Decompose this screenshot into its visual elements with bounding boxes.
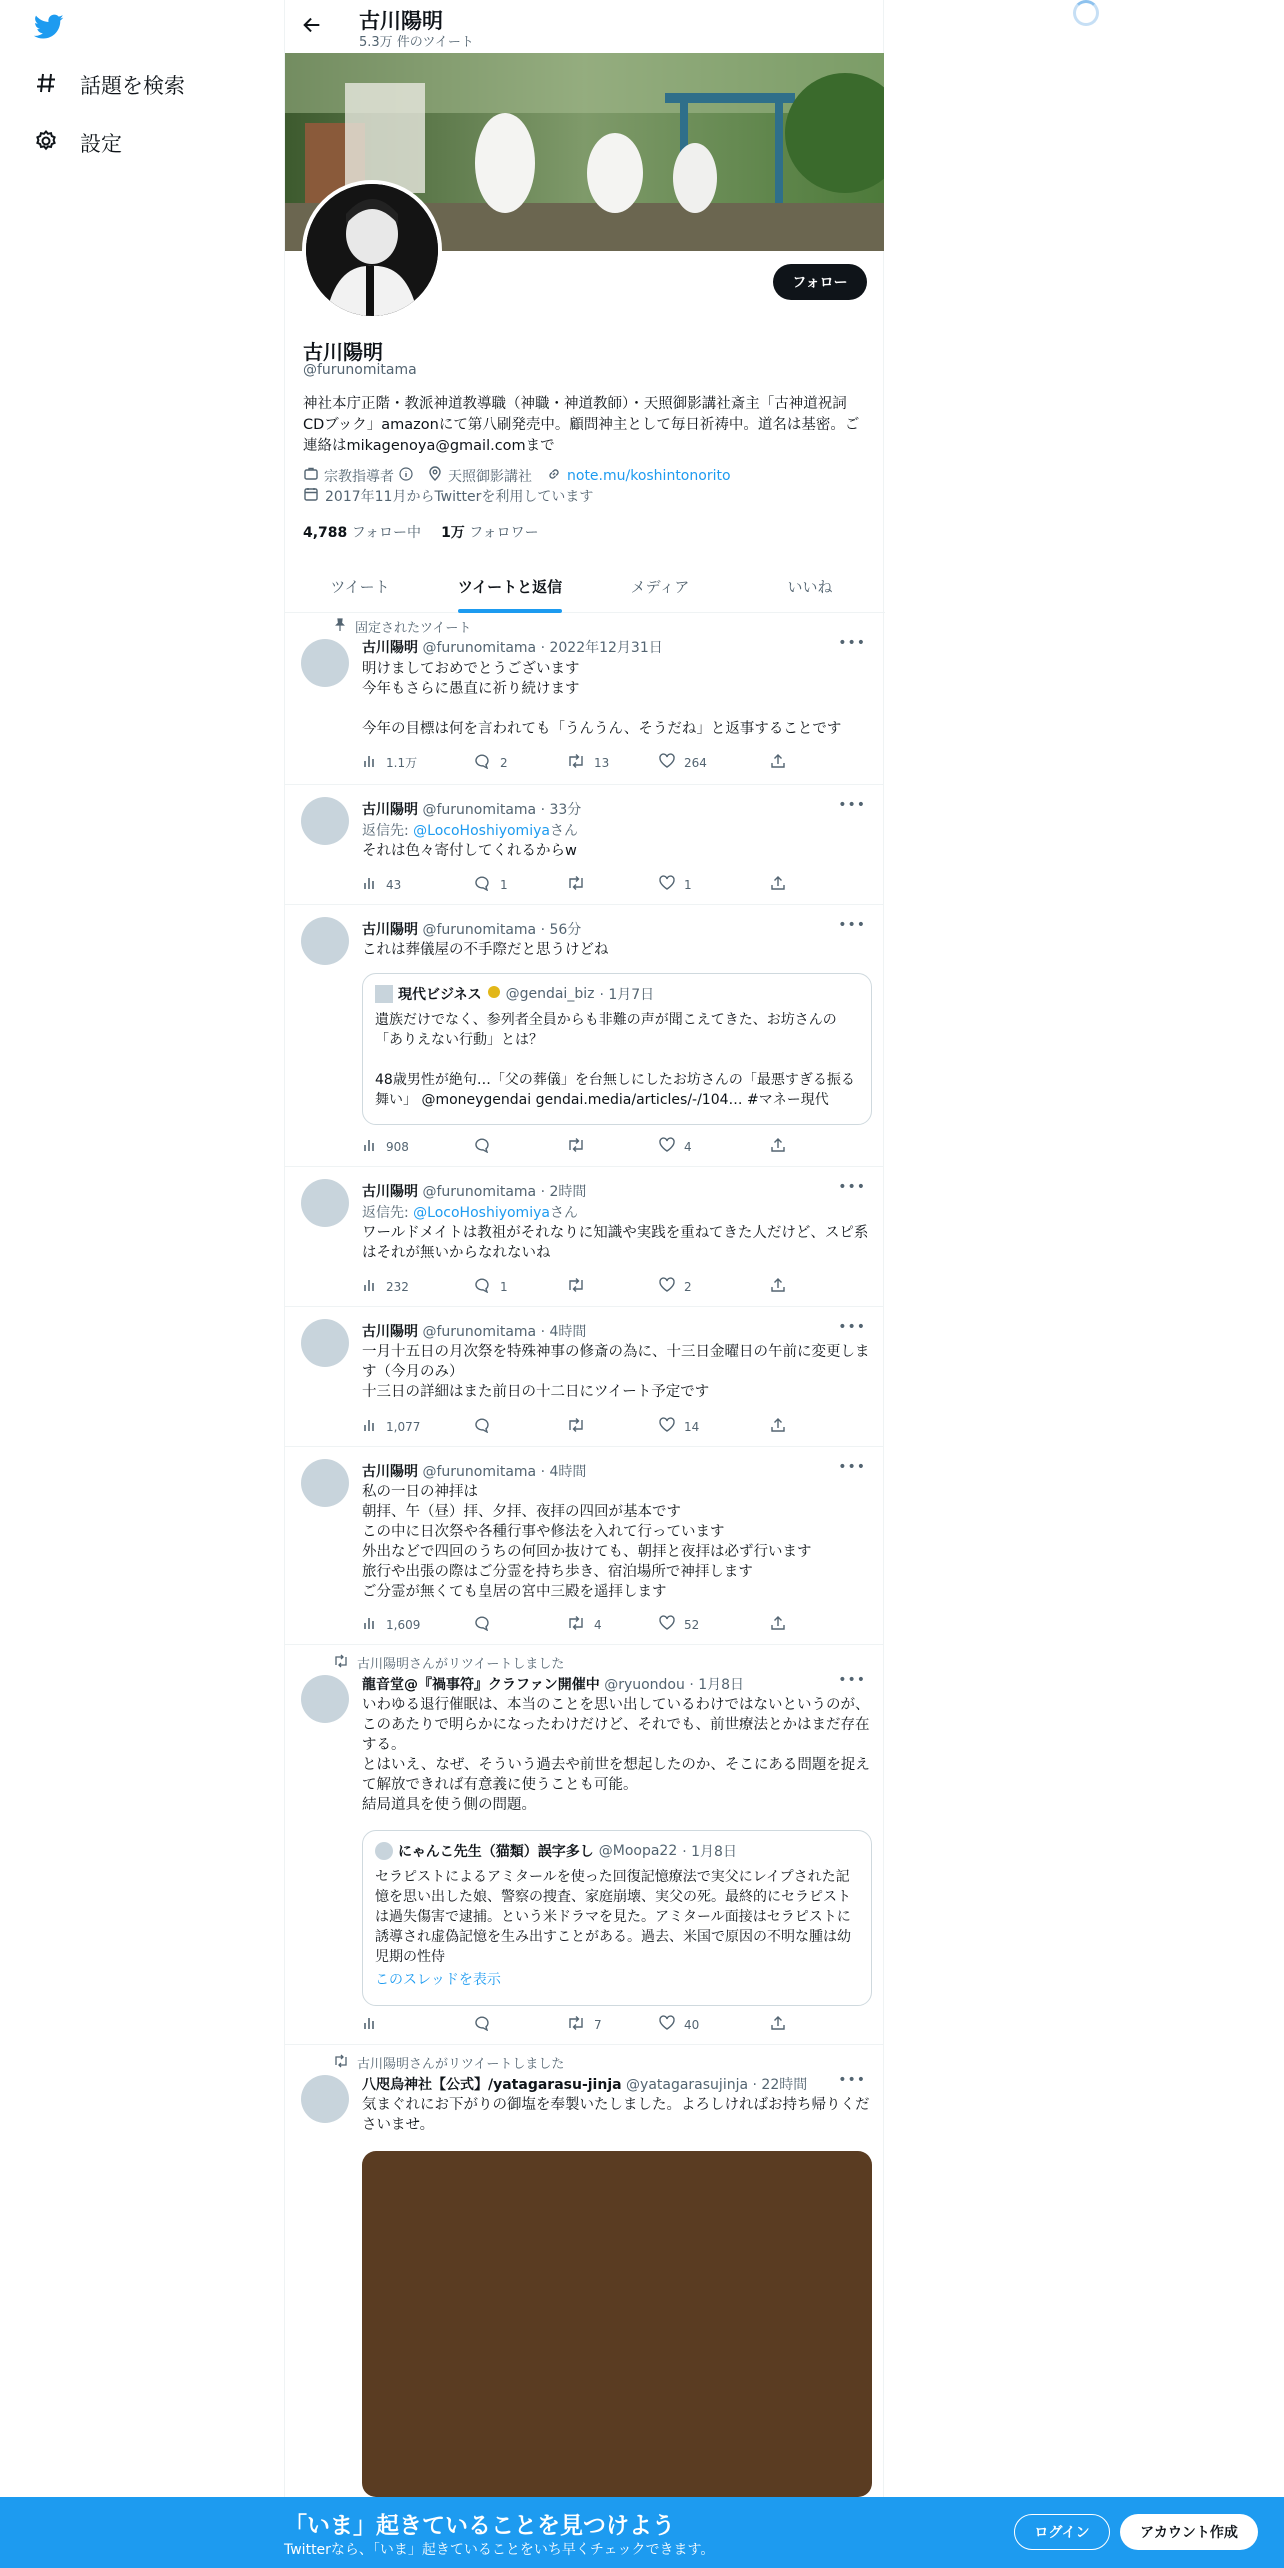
views-button[interactable] <box>362 1277 409 1296</box>
tweet-actions <box>362 1277 802 1297</box>
replies-button[interactable] <box>474 1277 508 1296</box>
reply-icon <box>474 753 492 772</box>
replies-count: 1 <box>500 1279 508 1294</box>
tweet-actions <box>362 753 802 773</box>
likes-count: 4 <box>684 1139 692 1154</box>
retweet-icon <box>566 753 586 772</box>
tweet-actions <box>362 2015 802 2035</box>
tab-tweets[interactable]: ツイート <box>330 577 390 596</box>
share-button[interactable] <box>770 1615 786 1634</box>
calendar-icon <box>303 486 319 506</box>
like-icon <box>658 1615 676 1634</box>
reply-icon <box>474 1137 492 1156</box>
replies-button[interactable] <box>474 1615 500 1634</box>
quoted-tweet[interactable] <box>362 1830 872 2006</box>
pin-icon <box>333 618 347 636</box>
retweets-button[interactable] <box>566 1277 594 1296</box>
likes-count: 1 <box>684 877 692 892</box>
avatar[interactable] <box>301 797 349 845</box>
tweet-header: 八咫烏神社【公式】/yatagarasu-jinja @yatagarasujinja · 22時間 <box>362 2077 808 2093</box>
retweets-button[interactable] <box>566 1615 602 1634</box>
tweet-header: 古川陽明 @furunomitama · 4時間 <box>362 1324 587 1340</box>
tweet-text: それは色々寄付してくれるからw <box>362 843 577 859</box>
tweet-text: 一月十五日の月次祭を特殊神事の修斎の為に、十三日金曜日の午前に変更します（今月のみ） 十三日の詳細はまた前日の十二日にツイート予定です <box>362 1344 870 1400</box>
views-button[interactable] <box>362 1137 409 1156</box>
retweet-icon <box>566 2015 586 2034</box>
views-icon <box>362 1417 378 1436</box>
gear-icon <box>34 129 58 158</box>
views-icon <box>362 2015 378 2034</box>
loading-spinner <box>1073 0 1099 26</box>
retweet-icon <box>333 1654 349 1672</box>
reply-icon <box>474 1615 492 1634</box>
retweets-button[interactable] <box>566 2015 602 2034</box>
like-icon <box>658 875 676 894</box>
link-icon <box>546 466 562 486</box>
login-button[interactable]: ログイン <box>1014 2514 1110 2550</box>
likes-button[interactable] <box>658 1615 699 1634</box>
reply-icon <box>474 875 492 894</box>
tweet-header: 古川陽明 @furunomitama · 2022年12月31日 <box>362 640 663 656</box>
share-button[interactable] <box>770 753 786 772</box>
more-icon[interactable]: ••• <box>838 1459 866 1475</box>
tweet[interactable] <box>285 785 884 905</box>
back-arrow-icon[interactable] <box>301 14 323 40</box>
tweet-text: 気まぐれにお下がりの御塩を奉製いたしました。よろしければお持ち帰りくださいませ。 <box>362 2097 870 2133</box>
more-icon[interactable]: ••• <box>838 1319 866 1335</box>
retweets-count: 7 <box>594 2017 602 2032</box>
tweet-header: 古川陽明 @furunomitama · 56分 <box>362 922 582 938</box>
tweet-media-image[interactable] <box>362 2151 872 2497</box>
share-icon <box>770 1615 786 1634</box>
retweet-icon <box>333 2054 349 2072</box>
views-count: 43 <box>386 877 402 892</box>
views-icon <box>362 1277 378 1296</box>
avatar[interactable] <box>301 1179 349 1227</box>
profile-category: 宗教指導者 <box>303 466 413 486</box>
share-icon <box>770 1277 786 1296</box>
profile-handle: @furunomitama <box>303 362 417 378</box>
retweet-icon <box>566 1417 586 1436</box>
reply-icon <box>474 1417 492 1436</box>
likes-count: 52 <box>684 1617 700 1632</box>
retweet-icon <box>566 875 586 894</box>
header-tweet-count: 5.3万 件のツイート <box>359 35 474 50</box>
retweets-button[interactable] <box>566 1137 594 1156</box>
replies-button[interactable] <box>474 1417 500 1436</box>
tweet[interactable] <box>285 2045 884 2497</box>
views-button[interactable] <box>362 753 417 772</box>
share-icon <box>770 2015 786 2034</box>
reply-icon <box>474 2015 492 2034</box>
tweet-actions <box>362 875 802 895</box>
quote-avatar <box>375 1842 393 1860</box>
reply-to: 返信先: @LocoHoshiyomiyaさん <box>362 1205 578 1221</box>
like-icon <box>658 753 676 772</box>
follow-stats <box>303 522 539 542</box>
replies-button[interactable] <box>474 875 508 894</box>
more-icon[interactable]: ••• <box>838 2072 866 2088</box>
views-button[interactable] <box>362 1417 420 1436</box>
quote-text: 遺族だけでなく、参列者全員からも非難の声が聞こえてきた、お坊さんの「ありえない行動」とは？ 48歳男性が絶句…「父の葬儀」を台無しにしたお坊さんの「最悪すぎる振る舞い」 @moneygendai gendai.media/articles/-/104… #マネー現代 <box>375 1012 855 1108</box>
tweet[interactable] <box>285 1167 884 1307</box>
avatar[interactable] <box>301 639 349 687</box>
views-button[interactable] <box>362 2015 386 2034</box>
tweet-text: 明けましておめでとうございます 今年もさらに愚直に祈り続けます 今年の目標は何を言われても「うんうん、そうだね」と返事することです <box>362 661 842 737</box>
tweet[interactable] <box>285 1645 884 2045</box>
tweet-actions <box>362 1137 802 1157</box>
share-icon <box>770 875 786 894</box>
like-icon <box>658 1417 676 1436</box>
views-button[interactable] <box>362 875 401 894</box>
followers-stat[interactable]: 1万 フォロワー <box>441 525 539 541</box>
more-icon[interactable]: ••• <box>838 1672 866 1688</box>
tweet-actions <box>362 1615 802 1635</box>
quote-avatar <box>375 985 393 1003</box>
share-button[interactable] <box>770 1417 786 1436</box>
avatar[interactable] <box>301 1675 349 1723</box>
profile-meta-row <box>303 466 731 486</box>
briefcase-icon <box>303 466 319 486</box>
tweet[interactable] <box>285 905 884 1167</box>
signup-banner <box>0 2497 1284 2568</box>
retweets-button[interactable] <box>566 753 609 772</box>
retweets-count: 13 <box>594 755 610 770</box>
tweet-text: ワールドメイトは教祖がそれなりに知識や実践を重ねてきた人だけど、スピ系はそれが無いからなれないね <box>362 1225 869 1261</box>
quoted-tweet[interactable] <box>362 973 872 1125</box>
likes-button[interactable] <box>658 1277 692 1296</box>
info-icon[interactable] <box>399 467 413 485</box>
profile-tabs <box>285 560 885 613</box>
location-pin-icon <box>427 466 443 486</box>
tweet-text: 私の一日の神拝は 朝拝、午（昼）拝、夕拝、夜拝の四回が基本です この中に日次祭や各種行事や修法を入れて行っています 外出などで四回のうちの何回か抜けても、朝拝と夜拝は必ず行います 旅行や出張の際はご分霊を持ち歩き、宿泊場所で神拝します ご分霊が無くても皇居の宮中三殿を遥拝します <box>362 1484 812 1600</box>
replies-button[interactable] <box>474 1137 500 1156</box>
likes-count: 264 <box>684 755 707 770</box>
like-icon <box>658 1137 676 1156</box>
verified-badge-icon <box>487 985 501 1003</box>
more-icon[interactable]: ••• <box>838 635 866 651</box>
retweet-icon <box>566 1137 586 1156</box>
views-icon <box>362 875 378 894</box>
tweet-actions <box>362 1417 802 1437</box>
twitter-logo-icon[interactable] <box>34 14 64 44</box>
likes-button[interactable] <box>658 2015 699 2034</box>
tweet-text: いわゆる退行催眠は、本当のことを思い出しているわけではないというのが、このあたりで明らかになったわけだけど、それでも、前世療法とかはまだ存在する。 とはいえ、なぜ、そういう過去や前世を想起したのか、そこにある問題を捉えて解放できれば有意義に使うことも可能。 結局道具を使う側の問題。 <box>362 1697 870 1813</box>
avatar[interactable] <box>301 917 349 965</box>
pinned-context: 固定されたツイート <box>333 617 471 636</box>
nav-settings-label: 設定 <box>80 132 122 156</box>
likes-button[interactable] <box>658 1417 699 1436</box>
share-icon <box>770 1137 786 1156</box>
profile-name: 古川陽明 <box>303 340 383 364</box>
share-icon <box>770 753 786 772</box>
tweet-header: 龍音堂@『禍事符』クラファン開催中 @ryuondou · 1月8日 <box>362 1677 745 1693</box>
replies-count: 1 <box>500 877 508 892</box>
retweet-icon <box>566 1277 586 1296</box>
like-icon <box>658 1277 676 1296</box>
quote-text: セラピストによるアミタールを使った回復記憶療法で実父にレイプされた記憶を思い出した娘、警察の捜査、家庭崩壊、実父の死。最終的にセラピストは過失傷害で逮捕。という米ドラマを見た。アミタール面接はセラピストに誘導され虚偽記憶を生み出すことがある。過去、米国で原因の不明な腫は幼児期の性侍 <box>375 1869 851 1965</box>
replies-button[interactable] <box>474 2015 500 2034</box>
views-icon <box>362 753 378 772</box>
retweet-context: 古川陽明さんがリツイートしました <box>333 2053 564 2072</box>
retweets-button[interactable] <box>566 1417 594 1436</box>
likes-count: 14 <box>684 1419 700 1434</box>
tab-tweets-replies[interactable]: ツイートと返信 <box>435 560 585 612</box>
more-icon[interactable]: ••• <box>838 1179 866 1195</box>
replies-count: 2 <box>500 755 508 770</box>
tweet-header: 古川陽明 @furunomitama · 4時間 <box>362 1464 587 1480</box>
avatar[interactable] <box>301 2075 349 2123</box>
profile-link[interactable]: note.mu/koshintonorito <box>546 466 731 486</box>
avatar[interactable] <box>301 1459 349 1507</box>
tab-likes[interactable]: いいね <box>787 577 833 596</box>
quote-header: 現代ビジネス @gendai_biz · 1月7日 <box>375 984 654 1004</box>
signup-banner-title: 「いま」起きていることを見つけよう <box>284 2513 675 2539</box>
views-count: 232 <box>386 1279 409 1294</box>
profile-joined: 2017年11月からTwitterを利用しています <box>303 486 593 506</box>
reply-icon <box>474 1277 492 1296</box>
share-button[interactable] <box>770 1277 786 1296</box>
like-icon <box>658 2015 676 2034</box>
tweet-header: 古川陽明 @furunomitama · 2時間 <box>362 1184 587 1200</box>
avatar[interactable] <box>301 1319 349 1367</box>
header-name: 古川陽明 <box>359 9 443 33</box>
main-column <box>284 0 884 2568</box>
signup-banner-subtitle: Twitterなら、「いま」起きていることをいち早くチェックできます。 <box>284 2542 715 2558</box>
more-icon[interactable]: ••• <box>838 797 866 813</box>
profile-location: 天照御影講社 <box>427 466 532 486</box>
following-stat[interactable]: 4,788 フォロー中 <box>303 525 422 541</box>
tweet[interactable] <box>285 1307 884 1447</box>
likes-button[interactable] <box>658 753 707 772</box>
likes-button[interactable] <box>658 875 692 894</box>
nav-explore-label: 話題を検索 <box>80 74 185 98</box>
retweet-context: 古川陽明さんがリツイートしました <box>333 1653 564 1672</box>
replies-button[interactable] <box>474 753 508 772</box>
tweet[interactable] <box>285 1447 884 1645</box>
likes-button[interactable] <box>658 1137 692 1156</box>
reply-to: 返信先: @LocoHoshiyomiyaさん <box>362 823 578 839</box>
share-button[interactable] <box>770 2015 786 2034</box>
views-button[interactable] <box>362 1615 420 1634</box>
views-count: 1,077 <box>386 1419 421 1434</box>
tweet-header: 古川陽明 @furunomitama · 33分 <box>362 802 582 818</box>
nav-settings[interactable] <box>34 128 122 158</box>
share-button[interactable] <box>770 1137 786 1156</box>
more-icon[interactable]: ••• <box>838 917 866 933</box>
tab-media[interactable]: メディア <box>630 577 690 596</box>
views-count: 908 <box>386 1139 409 1154</box>
hashtag-icon <box>34 71 58 100</box>
profile-header-bar <box>285 0 885 53</box>
views-icon <box>362 1137 378 1156</box>
retweets-count: 4 <box>594 1617 602 1632</box>
signup-button[interactable]: アカウント作成 <box>1120 2514 1258 2550</box>
views-count: 1.1万 <box>386 756 418 770</box>
show-thread-link[interactable]: このスレッドを表示 <box>375 1972 501 1988</box>
quote-header: にゃんこ先生（猫類）誤字多し @Moopa22 · 1月8日 <box>375 1841 737 1861</box>
nav-explore[interactable] <box>34 70 185 100</box>
share-icon <box>770 1417 786 1436</box>
tweet-text: これは葬儀屋の不手際だと思うけどね <box>362 942 609 958</box>
views-count: 1,609 <box>386 1617 421 1632</box>
tweet[interactable] <box>285 613 884 785</box>
likes-count: 40 <box>684 2017 700 2032</box>
views-icon <box>362 1615 378 1634</box>
retweets-button[interactable] <box>566 875 594 894</box>
follow-button[interactable]: フォロー <box>773 264 867 300</box>
likes-count: 2 <box>684 1279 692 1294</box>
retweet-icon <box>566 1615 586 1634</box>
profile-avatar[interactable] <box>302 180 442 320</box>
profile-bio: 神社本庁正階・教派神道教導職（神職・神道教師）・天照御影講社斎主「古神道祝詞CDブック」amazonにて第八刷発売中。顧問神主として毎日祈祷中。道名は基密。ご連絡はmikagenoya@gmail.comまで <box>303 396 860 454</box>
share-button[interactable] <box>770 875 786 894</box>
